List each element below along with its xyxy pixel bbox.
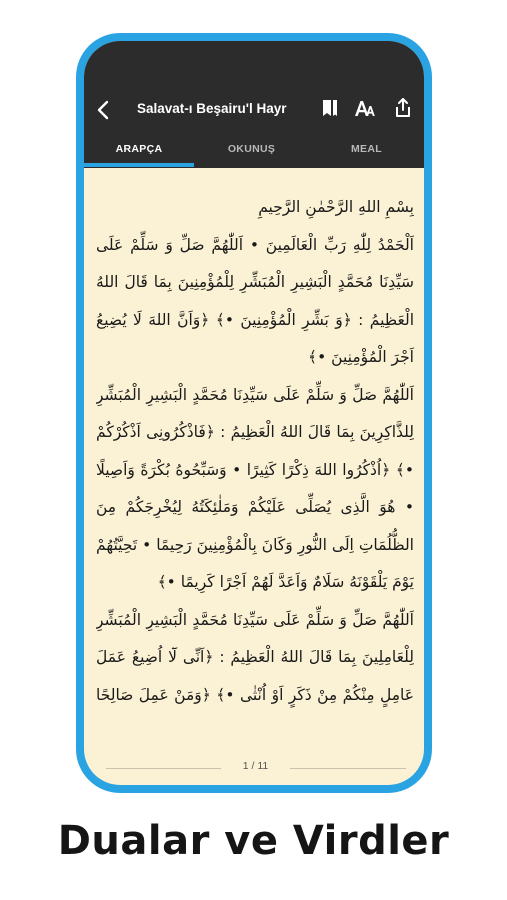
text-line: اَللّٰهُمَّ صَلِّ وَ سَلِّمْ عَلَى سَيِّدِنَا مُحَمَّدٍ الْبَشِيرِ الْمُبَشِّرِ: [96, 610, 414, 629]
text-line: سَيِّدِنَا مُحَمَّدٍ الْبَشِيرِ الْمُبَشِّرِ لِلْمُؤْمِنِينَ بِمَا قَالَ اللهُ: [96, 273, 414, 291]
page-indicator: 1 / 11: [242, 760, 269, 772]
page-title: Salavat-ı Beşairu'l Hayr: [137, 101, 287, 116]
tab-meal[interactable]: MEAL: [351, 143, 382, 155]
text-line: يَوْمَ يَلْقَوْنَهُ سَلَامٌ وَاَعَدَّ لَهُمْ اَجْرًا كَرِيمًا •﴾: [157, 573, 414, 591]
phone-frame: [76, 33, 432, 793]
share-icon[interactable]: [392, 97, 414, 119]
app-header: [84, 41, 424, 168]
chevron-left-icon[interactable]: [92, 98, 116, 122]
phone-screen: [84, 41, 424, 785]
text-line: لِلذَّاكِرِينَ بِمَا قَالَ اللهُ الْعَظِيمُ : ﴿فَاذْكُرُونِى اَذْكُرْكُمْ: [96, 423, 414, 441]
text-line: اَجْرَ الْمُؤْمِنِينَ •﴾: [308, 348, 414, 366]
text-line: الظُّلُمَاتِ اِلَى النُّورِ وَكَانَ بِالْمُؤْمِنِينَ رَحِيمًا • تَحِيَّتُهُمْ: [96, 535, 414, 554]
text-line: عَامِلٍ مِنْكُمْ مِنْ ذَكَرٍ اَوْ اُنْثٰى •﴾ ﴿وَمَنْ عَمِلَ صَالِحًا: [96, 685, 414, 704]
text-line: بِسْمِ اللهِ الرَّحْمٰنِ الرَّحِيمِ: [258, 198, 414, 216]
promo-caption: Dualar ve Virdler: [57, 818, 450, 864]
tab-arapca[interactable]: ARAPÇA: [115, 143, 163, 155]
arabic-text-content[interactable]: [96, 189, 414, 749]
text-line: اَللّٰهُمَّ صَلِّ وَ سَلِّمْ عَلَى سَيِّدِنَا مُحَمَّدٍ الْبَشِيرِ الْمُبَشِّرِ: [96, 385, 414, 404]
page-divider-left: [106, 768, 221, 769]
tab-okunus[interactable]: OKUNUŞ: [227, 143, 276, 155]
text-line: • هُوَ الَّذِى يُصَلِّى عَلَيْكُمْ وَمَلٰئِكَتُهُ لِيُخْرِجَكُمْ مِنَ: [96, 498, 414, 516]
page-divider-right: [290, 768, 406, 769]
text-line: •﴾ ﴿اُذْكُرُوا اللهَ ذِكْرًا كَثِيرًا • وَسَبِّحُوهُ بُكْرَةً وَاَصِيلًا: [96, 460, 414, 479]
text-line: الْعَظِيمُ : ﴿وَ بَشِّرِ الْمُؤْمِنِينَ •﴾ ﴿وَاَنَّ اللهَ لَا يُضِيعُ: [96, 310, 414, 329]
active-tab-indicator: [84, 163, 194, 167]
bookmark-icon[interactable]: [319, 97, 341, 119]
text-line: اَلْحَمْدُ لِلّٰهِ رَبِّ الْعَالَمِينَ • اَللّٰهُمَّ صَلِّ وَ سَلِّمْ عَلَى: [96, 235, 414, 254]
font-size-icon[interactable]: [353, 97, 375, 119]
text-line: لِلْعَامِلِينَ بِمَا قَالَ اللهُ الْعَظِيمُ : ﴿اَنِّى لَٓا اُضِيعُ عَمَلَ: [96, 648, 414, 666]
